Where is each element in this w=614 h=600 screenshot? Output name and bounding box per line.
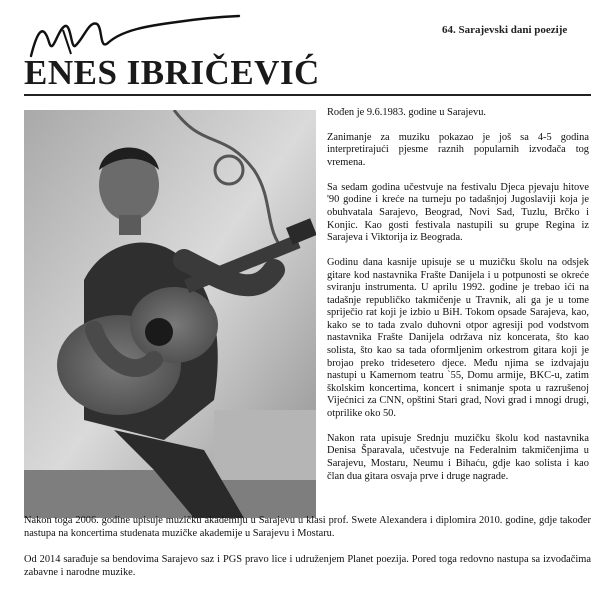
header-divider — [24, 94, 591, 96]
bio-paragraph-early-interest: Zanimanje za muziku pokazao je još sa 4-5 godina interpretirajući pjesme raznih popularnih izvođača tog vremena. — [327, 131, 589, 168]
bio-paragraph-collaborations: Od 2014 sarađuje sa bendovima Sarajevo saz i PGS pravo lice i udruženjem Planet poezija. Pored toga redovno nastupa sa izvođačima zabavne i narodne muzike. — [24, 554, 591, 578]
bio-paragraph-festival: Sa sedam godina učestvuje na festivalu Djeca pjevaju hitove '90 godine i kreće na turneju po tadašnjoj Jugoslaviji koja je obuhvatala Sarajevo, Beograd, Novi Sad, Tuzlu, Brčko i Konjic. Kao gosti festivala nastupili su grupe Regina iz Sarajeva i Viktorija iz Beograda. — [327, 181, 589, 244]
poet-name: ENES IBRIČEVIĆ — [24, 53, 320, 92]
photo-illustration — [24, 110, 316, 518]
bio-paragraph-birth: Rođen je 9.6.1983. godine u Sarajevu. — [327, 107, 487, 118]
festival-title: 64. Sarajevski dani poezije — [442, 24, 568, 36]
guitarist-photo — [24, 110, 316, 518]
bio-paragraph-music-school: Godinu dana kasnije upisuje se u muzičku školu na odsjek gitare kod nastavnika Frašte Danijela i u potpunosti se okreće sviranju instrumenta. U aprilu 1992. godine je trebao ići na tadašnje republičko takmičenje u Travnik, ali ga je u tome spriječio rat koji je izbio u BiH. Tokom opsade Sarajeva, kao, kako se to tada zvalo duhovni otpor agresiji pod vodstvom nastavnika Frašte Danijela održava niz koncerata, što kao solista, što kao sa tada oformljenim orkestrom gitara koji je brojao preko tridesetero djece. Među njima se izdvajaju nastupi u Kamernom teatru `55, Domu armije, BKC-u, zatim školskim koncertima, koncert i snimanje spota u razrušenoj Vijećnici za CNN, opštini Stari grad, Novi grad i mnogi drugi, otprilike oko 50. — [327, 256, 589, 420]
bio-paragraph-academy: Nakon toga 2006. godine upisuje muzičku akademiju u Sarajevu u klasi prof. Swete Alexandera i diplomira 2010. godine, gdje također nastupa na koncertima studenata muzičke akademije u Sarajevu i Mostaru. — [24, 515, 591, 539]
biography-column — [327, 107, 589, 495]
bio-paragraph-secondary-school: Nakon rata upisuje Srednju muzičku školu kod nastavnika Denisa Šparavala, učestvuje na Federalnim takmičenjima u Sarajevu, Mostaru, Neumu i Bihaću, gdje kao solista i kao član dua gitara osvaja prve i druge nagrade. — [327, 432, 589, 482]
